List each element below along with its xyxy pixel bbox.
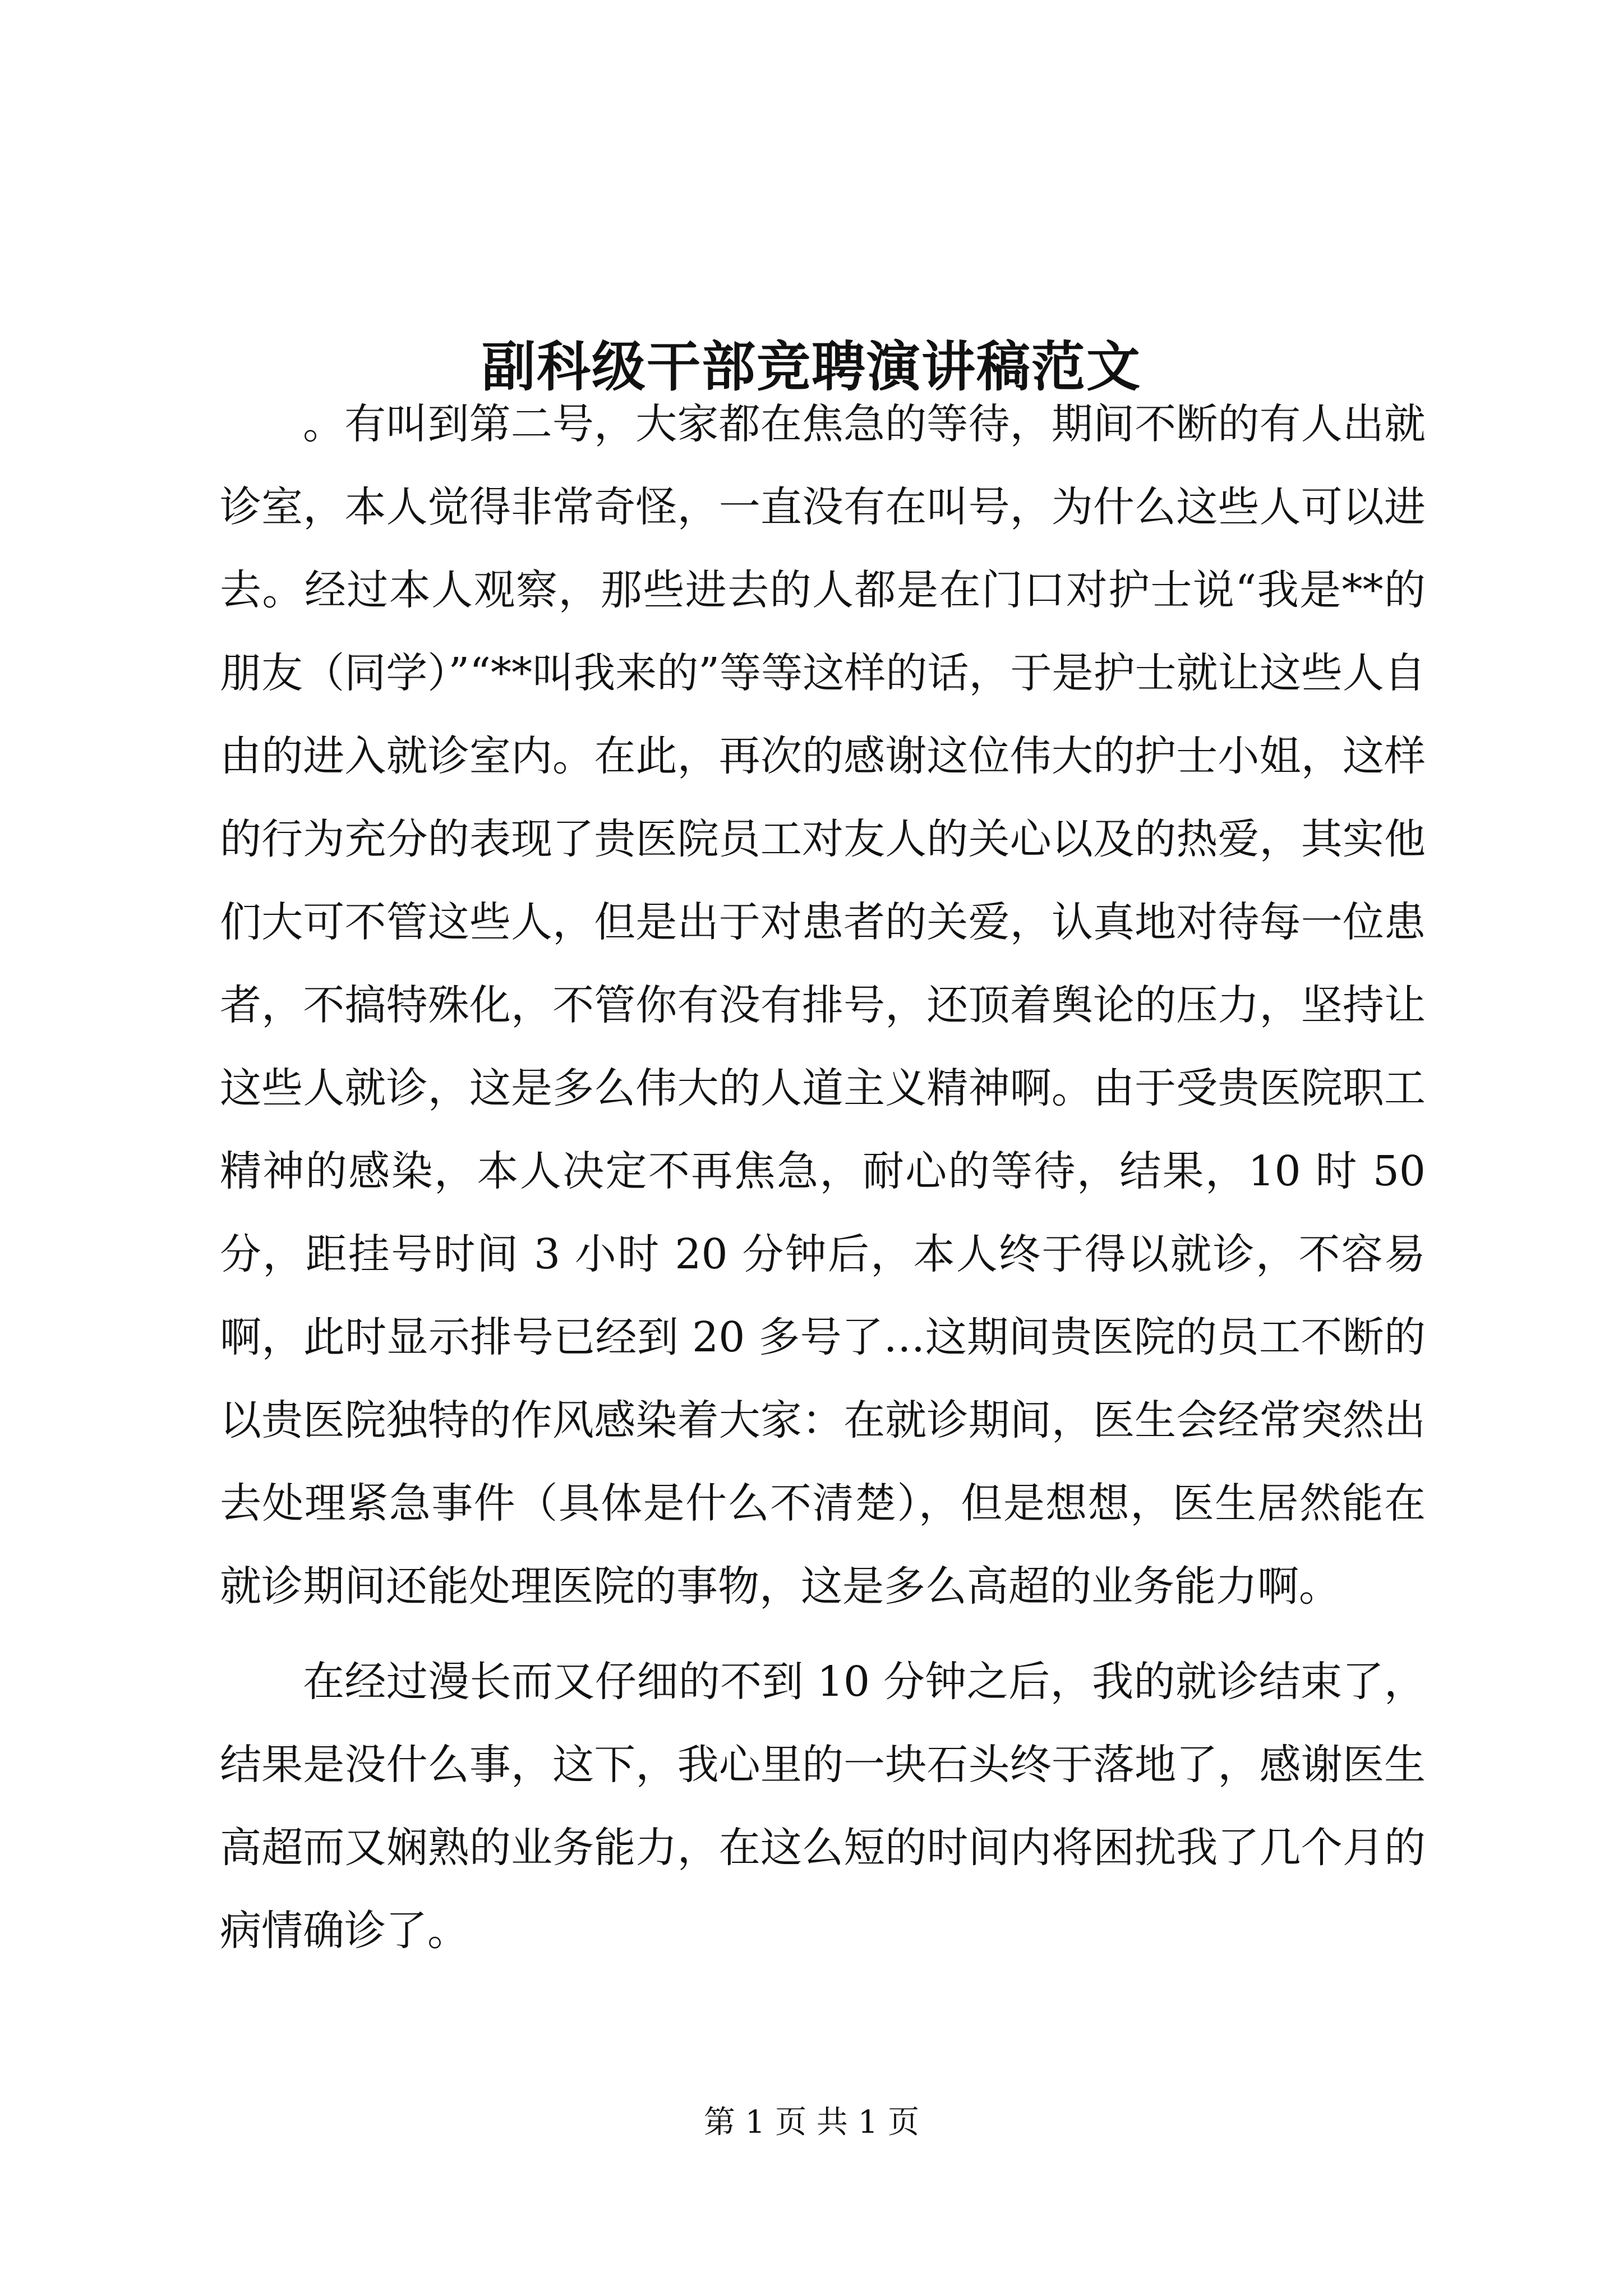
document-body [220,383,1426,1972]
document-title: 副科级干部竞聘演讲稿范文 [482,335,1141,399]
page-footer: 第 1 页 共 1 页 [703,2104,920,2141]
body-paragraph-2: 在经过漫长而又仔细的不到 10 分钟之后，我的就诊结束了，结果是没什么事，这下，我心里的一块石头终于落地了，感谢医生高超而又娴熟的业务能力，在这么短的时间内将困扰我了几个月的病情确诊了。 [220,1658,1426,1955]
body-paragraph-1: 。有叫到第二号，大家都在焦急的等待，期间不断的有人出就诊室，本人觉得非常奇怪，一直没有在叫号，为什么这些人可以进去。经过本人观察，那些进去的人都是在门口对护士说“我是**的朋友（同学）”“**叫我来的”等等这样的话，于是护士就让这些人自由的进入就诊室内。在此，再次的感谢这位伟大的护士小姐，这样的行为充分的表现了贵医院员工对友人的关心以及的热爱，其实他们大可不管这些人，但是出于对患者的关爱，认真地对待每一位患者，不搞特殊化，不管你有没有排号，还顶着舆论的压力，坚持让这些人就诊，这是多么伟大的人道主义精神啊。由于受贵医院职工精神的感染，本人决定不再焦急，耐心的等待，结果，10 时 50 分，距挂号时间 3 小时 20 分钟后，本人终于得以就诊，不容易啊，此时显示排号已经到 20 多号了…这期间贵医院的员工不断的以贵医院独特的作风感染着大家：在就诊期间，医生会经常突然出去处理紧急事件（具体是什么不清楚），但是想想，医生居然能在就诊期间还能处理医院的事物，这是多么高超的业务能力啊。 [220,400,1426,1611]
